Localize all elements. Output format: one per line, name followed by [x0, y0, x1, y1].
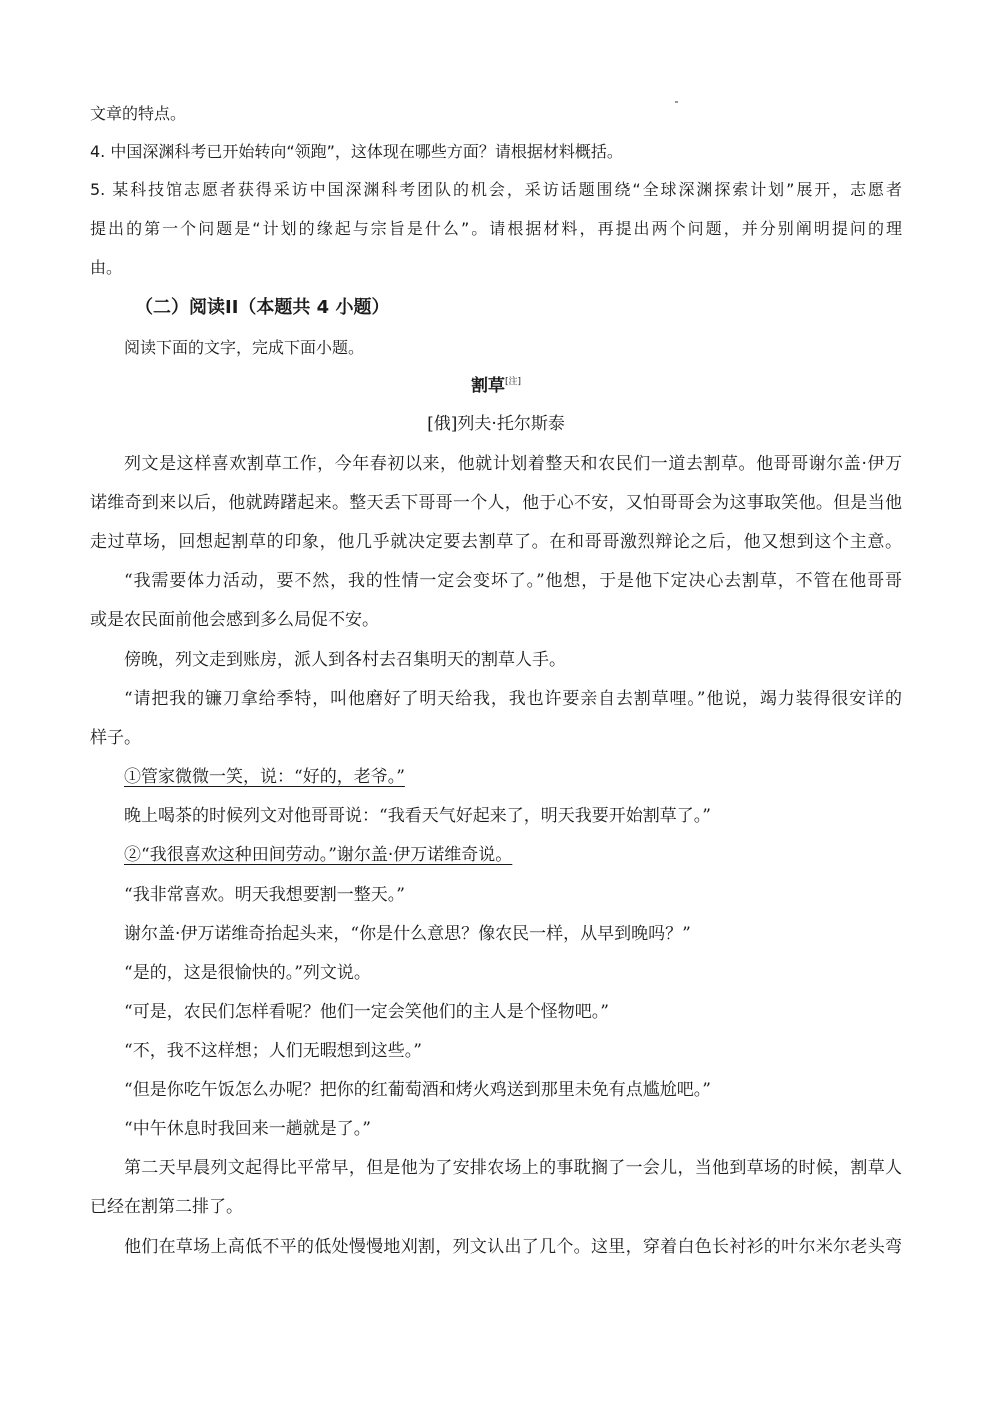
article-line: 第二天早晨列文起得比平常早，但是他为了安排农场上的事耽搁了一会儿，当他到草场的时候，割草人 [124, 1158, 902, 1178]
question-5-line-1: 5. 某科技馆志愿者获得采访中国深渊科考团队的机会，采访话题围绕“全球深渊探索计划”展开，志愿者 [90, 180, 902, 199]
article-line: 诺维奇到来以后，他就踌躇起来。整天丢下哥哥一个人，他于心不安，又怕哥哥会为这事取笑他。但是当他 [90, 493, 902, 513]
article-line: 晚上喝茶的时候列文对他哥哥说：“我看天气好起来了，明天我要开始割草了。” [124, 806, 711, 826]
article-line: “我需要体力活动，要不然，我的性情一定会变坏了。”他想，于是他下定决心去割草，不管在他哥哥 [124, 571, 902, 591]
section-instruction: 阅读下面的文字，完成下面小题。 [124, 338, 365, 357]
article-line: “中午休息时我回来一趟就是了。” [124, 1119, 371, 1139]
article-line: “我非常喜欢。明天我想要割一整天。” [124, 885, 405, 905]
article-line: 傍晚，列文走到账房，派人到各村去召集明天的割草人手。 [124, 650, 566, 670]
article-line: “可是，农民们怎样看呢？他们一定会笑他们的主人是个怪物吧。” [124, 1002, 609, 1022]
article-line: “请把我的镰刀拿给季特，叫他磨好了明天给我，我也许要亲自去割草哩。”他说，竭力装得很安详的 [124, 689, 902, 709]
article-line: “是的，这是很愉快的。”列文说。 [124, 963, 371, 983]
article-line: 样子。 [90, 728, 141, 748]
underlined-text-2: ②“我很喜欢这种田间劳动。”谢尔盖·伊万诺维奇说。 [124, 845, 513, 865]
article-line: “不，我不这样想；人们无暇想到这些。” [124, 1041, 422, 1061]
question-3-tail: 文章的特点。 [90, 104, 187, 123]
article-line: 走过草场，回想起割草的印象，他几乎就决定要去割草了。在和哥哥激烈辩论之后，他又想到这个主意。 [90, 532, 902, 552]
article-title-text: 割草 [470, 376, 505, 396]
article-line: 谢尔盖·伊万诺维奇抬起头来，“你是什么意思？像农民一样，从早到晚吗？” [124, 924, 691, 944]
article-line: 或是农民面前他会感到多么局促不安。 [90, 610, 379, 630]
underlined-text-1: ①管家微微一笑，说：“好的，老爷。” [124, 767, 405, 787]
article-line: “但是你吃午饭怎么办呢？把你的红葡萄酒和烤火鸡送到那里未免有点尴尬吧。” [124, 1080, 711, 1100]
article-line: 列文是这样喜欢割草工作，今年春初以来，他就计划着整天和农民们一道去割草。他哥哥谢尔盖·伊万 [124, 454, 902, 474]
question-5-line-3: 由。 [90, 258, 123, 277]
article-author: [俄]列夫·托尔斯泰 [427, 414, 565, 434]
question-4: 4. 中国深渊科考已开始转向“领跑”，这体现在哪些方面？请根据材料概括。 [90, 142, 623, 161]
section-heading: （二）阅读II（本题共 4 小题） [135, 297, 390, 318]
article-line: 已经在割第二排了。 [90, 1197, 243, 1217]
article-title-note: [注] [504, 377, 522, 387]
underlined-sentence-2 [124, 843, 902, 867]
article-title [0, 374, 992, 398]
underlined-sentence-1 [124, 765, 902, 789]
article-line: 他们在草场上高低不平的低处慢慢地刈割，列文认出了几个。这里，穿着白色长衬衫的叶尔米尔老头弯 [124, 1237, 902, 1257]
question-5-line-2: 提出的第一个问题是“计划的缘起与宗旨是什么”。请根据材料，再提出两个问题，并分别阐明提问的理 [90, 219, 902, 238]
